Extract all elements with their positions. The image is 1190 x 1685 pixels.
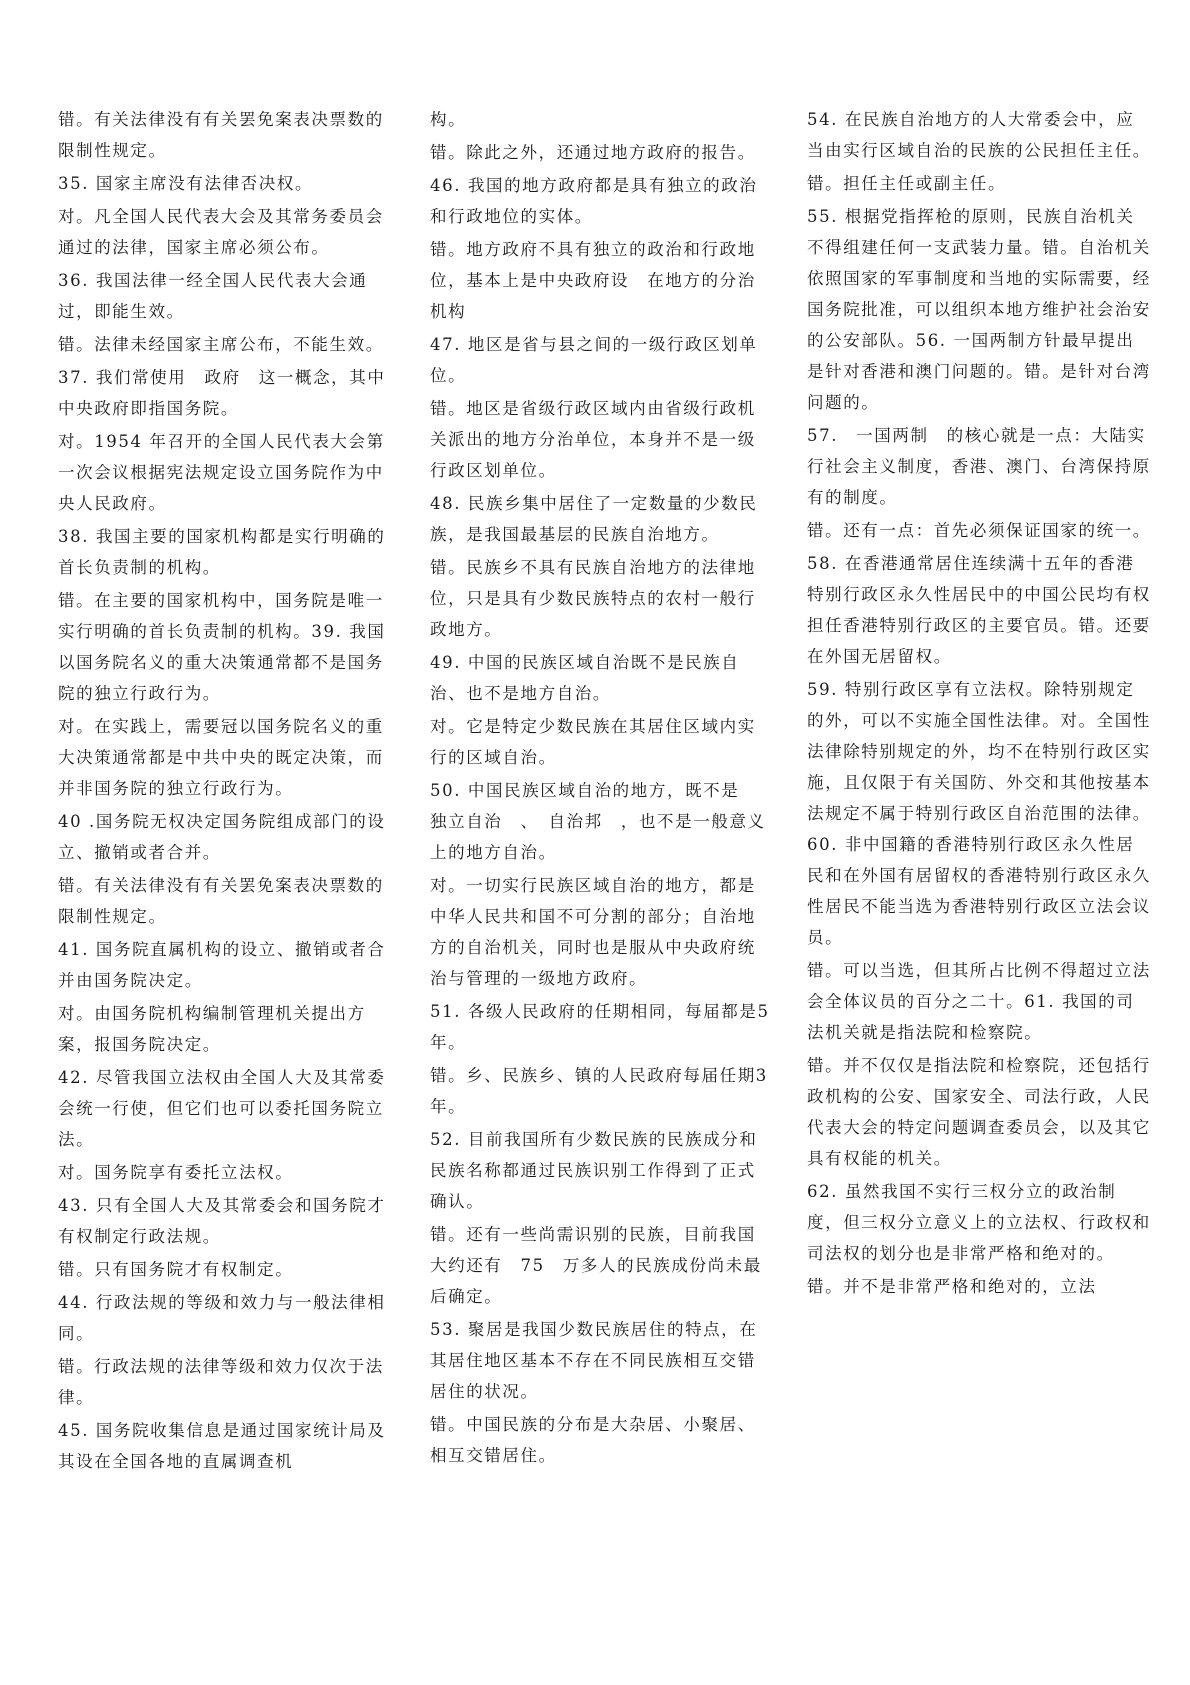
text-column-1 bbox=[58, 104, 398, 1479]
text-paragraph: 错。还有一些尚需识别的民族，目前我国大约还有 75 万多人的民族成份尚未最后确定。 bbox=[430, 1225, 762, 1306]
text-paragraph: 错。法律未经国家主席公布，不能生效。 bbox=[58, 335, 384, 354]
text-paragraph: 错。担任主任或副主任。 bbox=[807, 174, 1007, 193]
text-column-3 bbox=[807, 104, 1152, 1304]
text-paragraph: 对。在实践上，需要冠以国务院名义的重大决策通常都是中共中央的既定决策，而并非国务院的独立行政行为。 bbox=[58, 717, 384, 798]
text-paragraph: 38. 我国主要的国家机构都是实行明确的首长负责制的机构。 bbox=[58, 527, 386, 577]
text-paragraph: 44. 行政法规的等级和效力与一般法律相同。 bbox=[58, 1293, 386, 1343]
text-paragraph: 58. 在香港通常居住连续满十五年的香港特别行政区永久性居民中的中国公民均有权担任香港特别行政区的主要官员。错。还要在外国无居留权。 bbox=[807, 554, 1151, 666]
text-paragraph: 40 .国务院无权决定国务院组成部门的设立、撤销或者合并。 bbox=[58, 812, 386, 862]
text-paragraph: 53. 聚居是我国少数民族居住的特点，在其居住地区基本不存在不同民族相互交错居住的状况。 bbox=[430, 1320, 758, 1401]
text-paragraph: 42. 尽管我国立法权由全国人大及其常委会统一行使，但它们也可以委托国务院立法。 bbox=[58, 1068, 386, 1149]
text-paragraph: 62. 虽然我国不实行三权分立的政治制度，但三权分立意义上的立法权、行政权和司法权的划分也是非常严格和绝对的。 bbox=[807, 1182, 1151, 1263]
text-paragraph: 50. 中国民族区域自治的地方，既不是 独立自治 、 自治邦 ，也不是一般意义上的地方自治。 bbox=[430, 781, 766, 862]
text-paragraph: 错。除此之外，还通过地方政府的报告。 bbox=[430, 143, 756, 162]
text-paragraph: 错。并不是非常严格和绝对的，立法 bbox=[807, 1277, 1097, 1296]
text-paragraph: 错。并不仅仅是指法院和检察院，还包括行政机构的公安、国家安全、司法行政，人民代表大会的特定问题调查委员会，以及其它具有权能的机关。 bbox=[807, 1056, 1151, 1168]
text-paragraph: 35. 国家主席没有法律否决权。 bbox=[58, 174, 314, 193]
text-paragraph: 错。还有一点：首先必须保证国家的统一。 bbox=[807, 521, 1151, 540]
text-paragraph: 对。它是特定少数民族在其居住区域内实行的区域自治。 bbox=[430, 717, 756, 767]
text-paragraph: 错。只有国务院才有权制定。 bbox=[58, 1260, 294, 1279]
text-paragraph: 41. 国务院直属机构的设立、撤销或者合并由国务院决定。 bbox=[58, 940, 386, 990]
text-paragraph: 对。1954 年召开的全国人民代表大会第一次会议根据宪法规定设立国务院作为中央人民政府。 bbox=[58, 432, 385, 513]
text-paragraph: 错。有关法律没有有关罢免案表决票数的限制性规定。 bbox=[58, 110, 384, 160]
text-paragraph: 对。由国务院机构编制管理机关提出方案，报国务院决定。 bbox=[58, 1004, 366, 1054]
text-paragraph: 对。国务院享有委托立法权。 bbox=[58, 1163, 294, 1182]
text-paragraph: 45. 国务院收集信息是通过国家统计局及其设在全国各地的直属调查机 bbox=[58, 1421, 386, 1471]
text-paragraph: 47. 地区是省与县之间的一级行政区划单位。 bbox=[430, 335, 758, 385]
text-paragraph: 错。地区是省级行政区域内由省级行政机关派出的地方分治单位，本身并不是一级行政区划单位。 bbox=[430, 399, 756, 480]
text-paragraph: 对。凡全国人民代表大会及其常务委员会通过的法律，国家主席必须公布。 bbox=[58, 207, 384, 257]
text-paragraph: 构。 bbox=[430, 110, 467, 129]
text-paragraph: 43. 只有全国人大及其常委会和国务院才有权制定行政法规。 bbox=[58, 1196, 386, 1246]
text-paragraph: 54. 在民族自治地方的人大常委会中，应当由实行区域自治的民族的公民担任主任。 bbox=[807, 110, 1151, 160]
text-paragraph: 错。可以当选，但其所占比例不得超过立法会全体议员的百分之二十。61. 我国的司法机关就是指法院和检察院。 bbox=[807, 961, 1151, 1042]
text-paragraph: 错。中国民族的分布是大杂居、小聚居、相互交错居住。 bbox=[430, 1415, 756, 1465]
text-paragraph: 对。一切实行民族区域自治的地方，都是中华人民共和国不可分割的部分；自治地方的自治机关，同时也是服从中央政府统治与管理的一级地方政府。 bbox=[430, 876, 756, 988]
text-paragraph: 51. 各级人民政府的任期相同，每届都是5年。 bbox=[430, 1002, 770, 1052]
text-paragraph: 错。在主要的国家机构中，国务院是唯一实行明确的首长负责制的机构。39. 我国以国务院名义的重大决策通常都不是国务院的独立行政行为。 bbox=[58, 591, 386, 703]
text-paragraph: 37. 我们常使用 政府 这一概念，其中中央政府即指国务院。 bbox=[58, 368, 386, 418]
text-paragraph: 49. 中国的民族区域自治既不是民族自治、也不是地方自治。 bbox=[430, 653, 740, 703]
text-paragraph: 错。行政法规的法律等级和效力仅次于法律。 bbox=[58, 1357, 384, 1407]
text-column-2 bbox=[430, 104, 770, 1473]
text-paragraph: 错。乡、民族乡、镇的人民政府每届任期3年。 bbox=[430, 1066, 768, 1116]
text-paragraph: 错。地方政府不具有独立的政治和行政地位，基本上是中央政府设 在地方的分治机构 bbox=[430, 240, 756, 321]
text-paragraph: 57. 一国两制 的核心就是一点：大陆实行社会主义制度，香港、澳门、台湾保持原有的制度。 bbox=[807, 426, 1151, 507]
text-paragraph: 错。民族乡不具有民族自治地方的法律地位，只是具有少数民族特点的农村一般行政地方。 bbox=[430, 558, 756, 639]
text-paragraph: 55. 根据党指挥枪的原则，民族自治机关不得组建任何一支武装力量。错。自治机关依照国家的军事制度和当地的实际需要，经国务院批准，可以组织本地方维护社会治安的公安部队。56. 一国两制方针最早提出是针对香港和澳门问题的。错。是针对台湾问题的。 bbox=[807, 207, 1151, 412]
text-paragraph: 错。有关法律没有有关罢免案表决票数的限制性规定。 bbox=[58, 876, 384, 926]
text-paragraph: 59. 特别行政区享有立法权。除特别规定的外，可以不实施全国性法律。对。全国性法律除特别规定的外，均不在特别行政区实施，且仅限于有关国防、外交和其他按基本法规定不属于特别行政区自治范围的法律。60. 非中国籍的香港特别行政区永久性居民和在外国有居留权的香港特别行政区永久性居民不能当选为香港特别行政区立法会议员。 bbox=[807, 680, 1151, 947]
text-paragraph: 46. 我国的地方政府都是具有独立的政治和行政地位的实体。 bbox=[430, 176, 758, 226]
text-paragraph: 48. 民族乡集中居住了一定数量的少数民族，是我国最基层的民族自治地方。 bbox=[430, 494, 758, 544]
text-paragraph: 52. 目前我国所有少数民族的民族成分和民族名称都通过民族识别工作得到了正式确认。 bbox=[430, 1130, 758, 1211]
text-paragraph: 36. 我国法律一经全国人民代表大会通过，即能生效。 bbox=[58, 271, 368, 321]
